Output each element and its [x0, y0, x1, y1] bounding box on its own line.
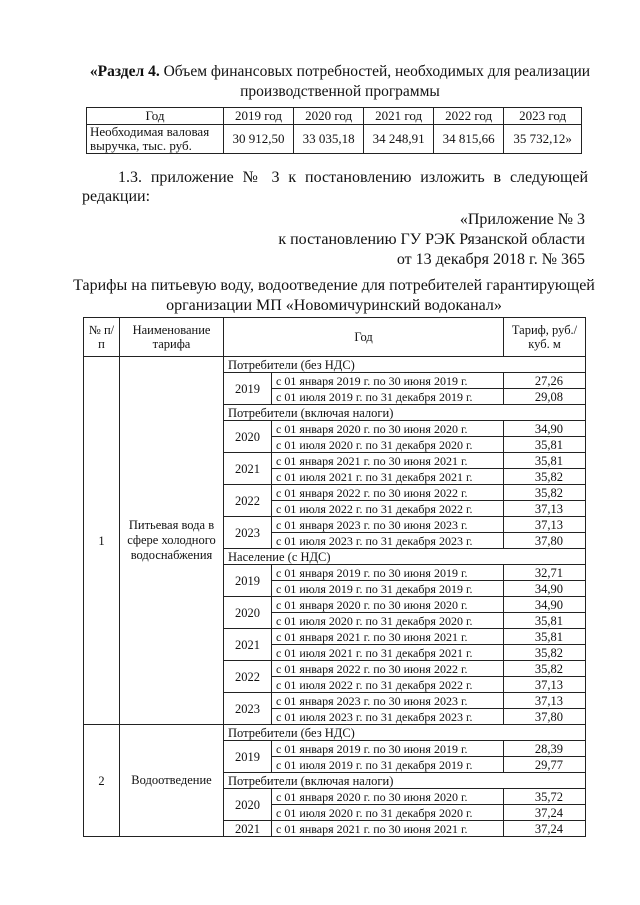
tariff-value: 37,80 — [504, 709, 586, 725]
tariff-value: 32,71 — [504, 565, 586, 581]
year-cell: 2020 — [224, 597, 272, 629]
period-cell: с 01 июля 2023 г. по 31 декабря 2023 г. — [272, 709, 504, 725]
year-cell: 2021 — [224, 629, 272, 661]
year-cell: 2022 — [224, 485, 272, 517]
year-cell: 2019 — [224, 565, 272, 597]
period-cell: с 01 января 2020 г. по 30 июня 2020 г. — [272, 421, 504, 437]
tariff-value: 37,24 — [504, 821, 586, 837]
tariff-name: Питьевая вода в сфере холодного водоснабжения — [120, 357, 224, 725]
header-num: № п/п — [84, 318, 120, 357]
tariff-value: 27,26 — [504, 373, 586, 389]
period-cell: с 01 января 2023 г. по 30 июня 2023 г. — [272, 517, 504, 533]
tariff-value: 37,24 — [504, 805, 586, 821]
group-row — [84, 357, 586, 373]
appendix-header — [278, 210, 585, 270]
period-cell: с 01 июля 2019 г. по 31 декабря 2019 г. — [272, 581, 504, 597]
tariff-value: 35,82 — [504, 469, 586, 485]
period-cell: с 01 января 2022 г. по 30 июня 2022 г. — [272, 485, 504, 501]
year-cell: 2023 — [224, 517, 272, 549]
year-cell: 2021 — [224, 821, 272, 837]
consumer-group-label: Потребители (без НДС) — [224, 725, 586, 741]
header-name: Наименование тарифа — [120, 318, 224, 357]
tariff-value: 35,82 — [504, 645, 586, 661]
header-cell: 2020 год — [294, 108, 364, 125]
financial-needs-table — [86, 107, 582, 154]
header-year: Год — [224, 318, 504, 357]
period-cell: с 01 января 2019 г. по 30 июня 2019 г. — [272, 741, 504, 757]
section-heading — [70, 62, 610, 102]
tariff-value: 37,13 — [504, 517, 586, 533]
header-cell: 2019 год — [224, 108, 294, 125]
tariff-value: 29,77 — [504, 757, 586, 773]
value-cell: 34 815,66 — [434, 125, 504, 154]
row-number: 1 — [84, 357, 120, 725]
appendix-line: к постановлению ГУ РЭК Рязанской области — [278, 231, 585, 248]
header-cell: 2023 год — [504, 108, 582, 125]
tariff-value: 29,08 — [504, 389, 586, 405]
period-cell: с 01 июля 2019 г. по 31 декабря 2019 г. — [272, 389, 504, 405]
tariff-value: 37,13 — [504, 693, 586, 709]
tariff-title: Тарифы на питьевую воду, водоотведение для потребителей гарантирующей организации МП «Новомичуринский водоканал» — [73, 277, 595, 314]
period-cell: с 01 июля 2022 г. по 31 декабря 2022 г. — [272, 677, 504, 693]
tariff-value: 35,81 — [504, 453, 586, 469]
section-heading-bold: «Раздел 4. — [89, 63, 160, 80]
period-cell: с 01 января 2021 г. по 30 июня 2021 г. — [272, 453, 504, 469]
tariff-value: 37,13 — [504, 501, 586, 517]
amendment-text: 1.3. приложение № 3 к постановлению изложить в следующей редакции: — [82, 169, 588, 205]
amendment-paragraph — [82, 168, 588, 206]
consumer-group-label: Потребители (включая налоги) — [224, 773, 586, 789]
row-number: 2 — [84, 725, 120, 837]
appendix-line: «Приложение № 3 — [459, 211, 585, 228]
year-cell: 2023 — [224, 693, 272, 725]
year-cell: 2021 — [224, 453, 272, 485]
tariff-value: 28,39 — [504, 741, 586, 757]
year-cell: 2019 — [224, 373, 272, 405]
period-cell: с 01 июля 2020 г. по 31 декабря 2020 г. — [272, 805, 504, 821]
period-cell: с 01 июля 2021 г. по 31 декабря 2021 г. — [272, 645, 504, 661]
year-cell: 2022 — [224, 661, 272, 693]
period-cell: с 01 июля 2019 г. по 31 декабря 2019 г. — [272, 757, 504, 773]
period-cell: с 01 января 2023 г. по 30 июня 2023 г. — [272, 693, 504, 709]
tariff-header-row — [84, 318, 586, 357]
consumer-group-label: Потребители (включая налоги) — [224, 405, 586, 421]
period-cell: с 01 января 2020 г. по 30 июня 2020 г. — [272, 597, 504, 613]
period-cell: с 01 июля 2020 г. по 31 декабря 2020 г. — [272, 613, 504, 629]
header-cell: 2021 год — [364, 108, 434, 125]
period-cell: с 01 июля 2023 г. по 31 декабря 2023 г. — [272, 533, 504, 549]
tariff-value: 37,80 — [504, 533, 586, 549]
value-cell: 35 732,12» — [504, 125, 582, 154]
period-cell: с 01 января 2019 г. по 30 июня 2019 г. — [272, 565, 504, 581]
consumer-group-label: Население (с НДС) — [224, 549, 586, 565]
tariff-value: 35,82 — [504, 485, 586, 501]
value-cell: 33 035,18 — [294, 125, 364, 154]
year-cell: 2019 — [224, 741, 272, 773]
tariff-value: 34,90 — [504, 421, 586, 437]
value-cell: 30 912,50 — [224, 125, 294, 154]
period-cell: с 01 января 2021 г. по 30 июня 2021 г. — [272, 821, 504, 837]
tariff-name: Водоотведение — [120, 725, 224, 837]
row-label: Необходимая валовая выручка, тыс. руб. — [87, 125, 224, 154]
year-cell: 2020 — [224, 421, 272, 453]
tariff-value: 35,81 — [504, 629, 586, 645]
tariff-table — [83, 317, 586, 837]
header-cell: Год — [87, 108, 224, 125]
period-cell: с 01 июля 2020 г. по 31 декабря 2020 г. — [272, 437, 504, 453]
period-cell: с 01 июля 2022 г. по 31 декабря 2022 г. — [272, 501, 504, 517]
group-row — [84, 725, 586, 741]
period-cell: с 01 января 2019 г. по 30 июня 2019 г. — [272, 373, 504, 389]
period-cell: с 01 января 2022 г. по 30 июня 2022 г. — [272, 661, 504, 677]
tariff-value: 35,72 — [504, 789, 586, 805]
header-cell: 2022 год — [434, 108, 504, 125]
year-cell: 2020 — [224, 789, 272, 821]
section-heading-text: Объем финансовых потребностей, необходимых для реализации производственной программы — [163, 63, 591, 100]
tariff-value: 35,81 — [504, 613, 586, 629]
tariff-value: 35,82 — [504, 661, 586, 677]
header-tariff: Тариф, руб./куб. м — [504, 318, 586, 357]
appendix-line: от 13 декабря 2018 г. № 365 — [396, 251, 585, 268]
period-cell: с 01 июля 2021 г. по 31 декабря 2021 г. — [272, 469, 504, 485]
period-cell: с 01 января 2020 г. по 30 июня 2020 г. — [272, 789, 504, 805]
period-cell: с 01 января 2021 г. по 30 июня 2021 г. — [272, 629, 504, 645]
financial-needs-value-row — [87, 125, 582, 154]
financial-needs-header-row — [87, 108, 582, 125]
tariff-value: 34,90 — [504, 581, 586, 597]
tariff-value: 35,81 — [504, 437, 586, 453]
consumer-group-label: Потребители (без НДС) — [224, 357, 586, 373]
tariff-value: 37,13 — [504, 677, 586, 693]
tariff-value: 34,90 — [504, 597, 586, 613]
value-cell: 34 248,91 — [364, 125, 434, 154]
